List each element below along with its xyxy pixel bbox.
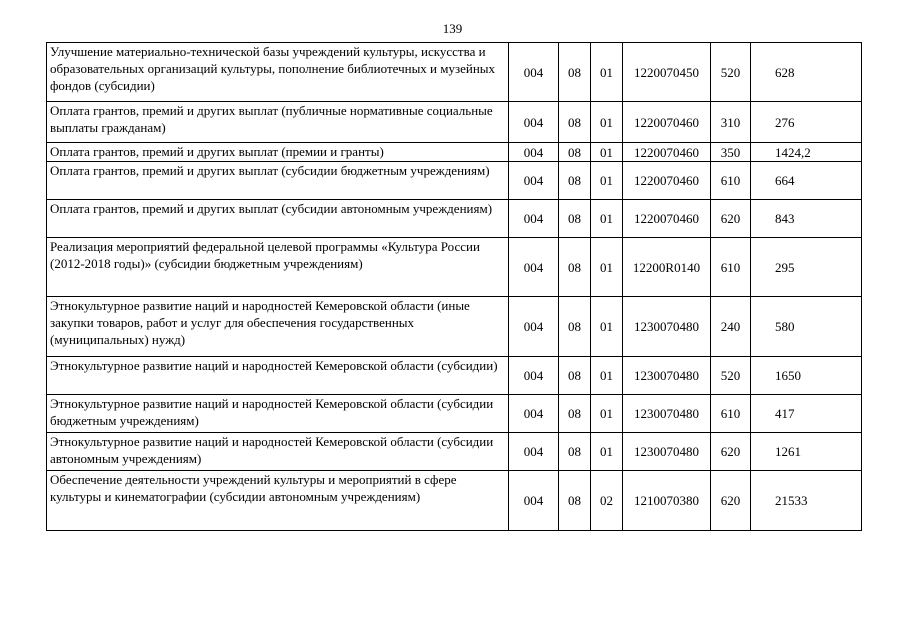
amount: 1261 [751,433,862,471]
subsection-code: 01 [591,395,623,433]
row-description: Этнокультурное развитие наций и народностей Кемеровской области (субсидии автономным учреждениям) [47,433,509,471]
table-row [47,102,862,143]
amount: 664 [751,162,862,200]
table-row [47,357,862,395]
expense-type-code: 620 [711,200,751,238]
target-item-code: 1220070450 [623,43,711,102]
row-description: Этнокультурное развитие наций и народностей Кемеровской области (субсидии бюджетным учреждениям) [47,395,509,433]
amount: 21533 [751,471,862,531]
row-description: Реализация мероприятий федеральной целевой программы «Культура России (2012-2018 годы)» (субсидии бюджетным учреждениям) [47,238,509,297]
section-code: 08 [559,238,591,297]
section-code: 08 [559,200,591,238]
section-code: 08 [559,357,591,395]
budget-table [46,42,862,531]
expense-type-code: 610 [711,162,751,200]
section-code: 08 [559,162,591,200]
expense-type-code: 240 [711,297,751,357]
row-description: Оплата грантов, премий и других выплат (субсидии бюджетным учреждениям) [47,162,509,200]
subsection-code: 01 [591,200,623,238]
table-row [47,143,862,162]
subsection-code: 01 [591,297,623,357]
amount: 276 [751,102,862,143]
target-item-code: 1220070460 [623,162,711,200]
table-row [47,297,862,357]
subsection-code: 01 [591,143,623,162]
amount: 580 [751,297,862,357]
admin-code: 004 [509,433,559,471]
target-item-code: 1230070480 [623,357,711,395]
table-row [47,395,862,433]
row-description: Оплата грантов, премий и других выплат (премии и гранты) [47,143,509,162]
amount: 417 [751,395,862,433]
subsection-code: 02 [591,471,623,531]
table-row [47,433,862,471]
admin-code: 004 [509,143,559,162]
admin-code: 004 [509,297,559,357]
section-code: 08 [559,433,591,471]
table-row [47,162,862,200]
subsection-code: 01 [591,433,623,471]
table-row [47,200,862,238]
admin-code: 004 [509,43,559,102]
target-item-code: 1220070460 [623,102,711,143]
amount: 1650 [751,357,862,395]
subsection-code: 01 [591,238,623,297]
target-item-code: 1230070480 [623,297,711,357]
page-number: 139 [442,21,463,36]
row-description: Этнокультурное развитие наций и народностей Кемеровской области (субсидии) [47,357,509,395]
expense-type-code: 310 [711,102,751,143]
expense-type-code: 350 [711,143,751,162]
section-code: 08 [559,395,591,433]
admin-code: 004 [509,238,559,297]
row-description: Обеспечение деятельности учреждений культуры и мероприятий в сфере культуры и кинематографии (субсидии автономным учреждениям) [47,471,509,531]
expense-type-code: 620 [711,433,751,471]
target-item-code: 1230070480 [623,433,711,471]
section-code: 08 [559,297,591,357]
section-code: 08 [559,143,591,162]
expense-type-code: 520 [711,43,751,102]
admin-code: 004 [509,357,559,395]
expense-type-code: 620 [711,471,751,531]
amount: 843 [751,200,862,238]
admin-code: 004 [509,200,559,238]
admin-code: 004 [509,395,559,433]
amount: 1424,2 [751,143,862,162]
subsection-code: 01 [591,162,623,200]
expense-type-code: 610 [711,238,751,297]
table-row [47,471,862,531]
target-item-code: 1220070460 [623,143,711,162]
row-description: Улучшение материально-технической базы учреждений культуры, искусства и образовательных организаций культуры, пополнение библиотечных и музейных фондов (субсидии) [47,43,509,102]
admin-code: 004 [509,102,559,143]
target-item-code: 1220070460 [623,200,711,238]
subsection-code: 01 [591,357,623,395]
expense-type-code: 610 [711,395,751,433]
amount: 628 [751,43,862,102]
row-description: Этнокультурное развитие наций и народностей Кемеровской области (иные закупки товаров, работ и услуг для обеспечения государственных (муниципальных) нужд) [47,297,509,357]
target-item-code: 1230070480 [623,395,711,433]
admin-code: 004 [509,471,559,531]
expense-type-code: 520 [711,357,751,395]
table-row [47,238,862,297]
row-description: Оплата грантов, премий и других выплат (публичные нормативные социальные выплаты гражданам) [47,102,509,143]
target-item-code: 12200R0140 [623,238,711,297]
table-row [47,43,862,102]
row-description: Оплата грантов, премий и других выплат (субсидии автономным учреждениям) [47,200,509,238]
section-code: 08 [559,471,591,531]
section-code: 08 [559,102,591,143]
subsection-code: 01 [591,102,623,143]
amount: 295 [751,238,862,297]
subsection-code: 01 [591,43,623,102]
target-item-code: 1210070380 [623,471,711,531]
admin-code: 004 [509,162,559,200]
section-code: 08 [559,43,591,102]
